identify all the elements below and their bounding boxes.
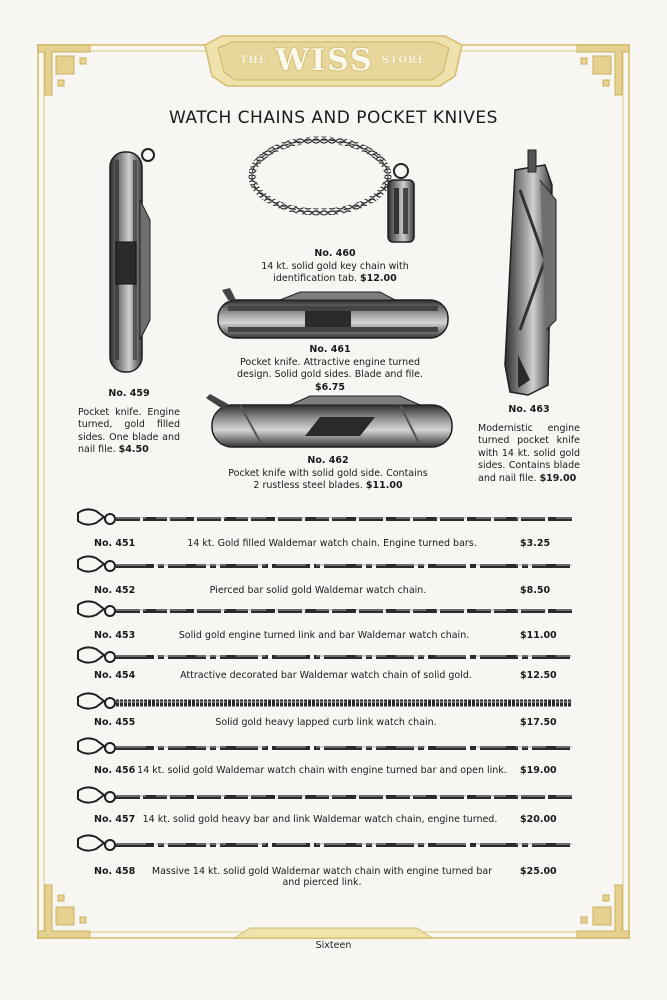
watch-chain-458-image — [78, 835, 572, 850]
item-description: 14 kt. Gold filled Waldemar watch chain. Engine turned bars. — [187, 538, 477, 549]
watch-chain-455-image — [78, 693, 572, 708]
item-description: Modernistic engine turned pocket knife with 14 kt. solid gold sides. Contains blade and nail file. — [478, 422, 580, 484]
item-price: $12.50 — [520, 670, 557, 681]
item-price: $20.00 — [520, 814, 557, 825]
item-number: No. 461 — [309, 344, 351, 355]
watch-chain-row — [0, 585, 667, 599]
watch-chain-row — [0, 765, 667, 779]
item-number: No. 463 — [508, 404, 550, 415]
item-description: Solid gold heavy lapped curb link watch chain. — [215, 717, 437, 728]
item-price: $8.50 — [520, 585, 551, 596]
item-number: No. 462 — [307, 455, 349, 466]
page-title: WATCH CHAINS AND POCKET KNIVES — [169, 108, 498, 128]
store-name: WISS — [275, 42, 374, 78]
item-number: No. 457 — [94, 814, 136, 825]
item-price: $6.75 — [314, 381, 346, 393]
header-left-word: THE — [239, 54, 268, 66]
item-description: Pocket knife. Attractive engine turned design. Solid gold sides. Blade and file. — [237, 356, 423, 380]
item-number: No. 459 — [108, 388, 150, 399]
item-description: 14 kt. solid gold heavy bar and link Waldemar watch chain, engine turned. — [142, 814, 498, 825]
item-number: No. 458 — [94, 866, 136, 877]
watch-chain-451-image — [78, 509, 572, 524]
watch-chain-452-image — [78, 556, 572, 571]
item-price: $11.00 — [365, 480, 403, 491]
watch-chain-row — [0, 630, 667, 644]
item-description: 14 kt. solid gold Waldemar watch chain with engine turned bar and open link. — [137, 765, 507, 776]
item-number: No. 456 — [94, 765, 136, 776]
header-right-word: STORE — [381, 54, 427, 66]
watch-chain-457-image — [78, 787, 572, 802]
item-description: Massive 14 kt. solid gold Waldemar watch chain with engine turned bar and pierced link. — [151, 866, 493, 888]
item-number: No. 460 — [314, 248, 356, 259]
item-price: $11.00 — [520, 630, 557, 641]
watch-chain-row — [0, 717, 667, 731]
watch-chain-456-image — [78, 738, 572, 753]
watch-chain-row — [0, 814, 667, 828]
item-description: Pierced bar solid gold Waldemar watch chain. — [209, 585, 427, 596]
item-price: $19.00 — [520, 765, 557, 776]
watch-chain-row — [0, 866, 667, 888]
item-number: No. 452 — [94, 585, 136, 596]
item-description: Pocket knife with solid gold side. Contains 2 rustless steel blades. — [228, 467, 428, 491]
item-price: $19.00 — [539, 472, 577, 484]
item-price: $25.00 — [520, 866, 557, 877]
item-description: Attractive decorated bar Waldemar watch chain of solid gold. — [180, 670, 472, 681]
watch-chain-453-image — [78, 601, 572, 616]
page-number: Sixteen — [315, 940, 352, 951]
watch-chain-454-image — [78, 647, 572, 662]
item-description: 14 kt. solid gold key chain with identification tab. — [261, 260, 409, 284]
item-price: $12.00 — [360, 273, 397, 284]
watch-chain-row — [0, 670, 667, 684]
item-price: $17.50 — [520, 717, 557, 728]
item-number: No. 454 — [94, 670, 136, 681]
watch-chain-row — [0, 538, 667, 552]
item-price: $4.50 — [118, 444, 149, 455]
item-number: No. 455 — [94, 717, 136, 728]
item-description: Pocket knife. Engine turned, gold filled sides. One blade and nail file. — [78, 406, 180, 455]
item-number: No. 451 — [94, 538, 136, 549]
item-price: $3.25 — [520, 538, 551, 549]
item-description: Solid gold engine turned link and bar Waldemar watch chain. — [178, 630, 470, 641]
item-number: No. 453 — [94, 630, 136, 641]
